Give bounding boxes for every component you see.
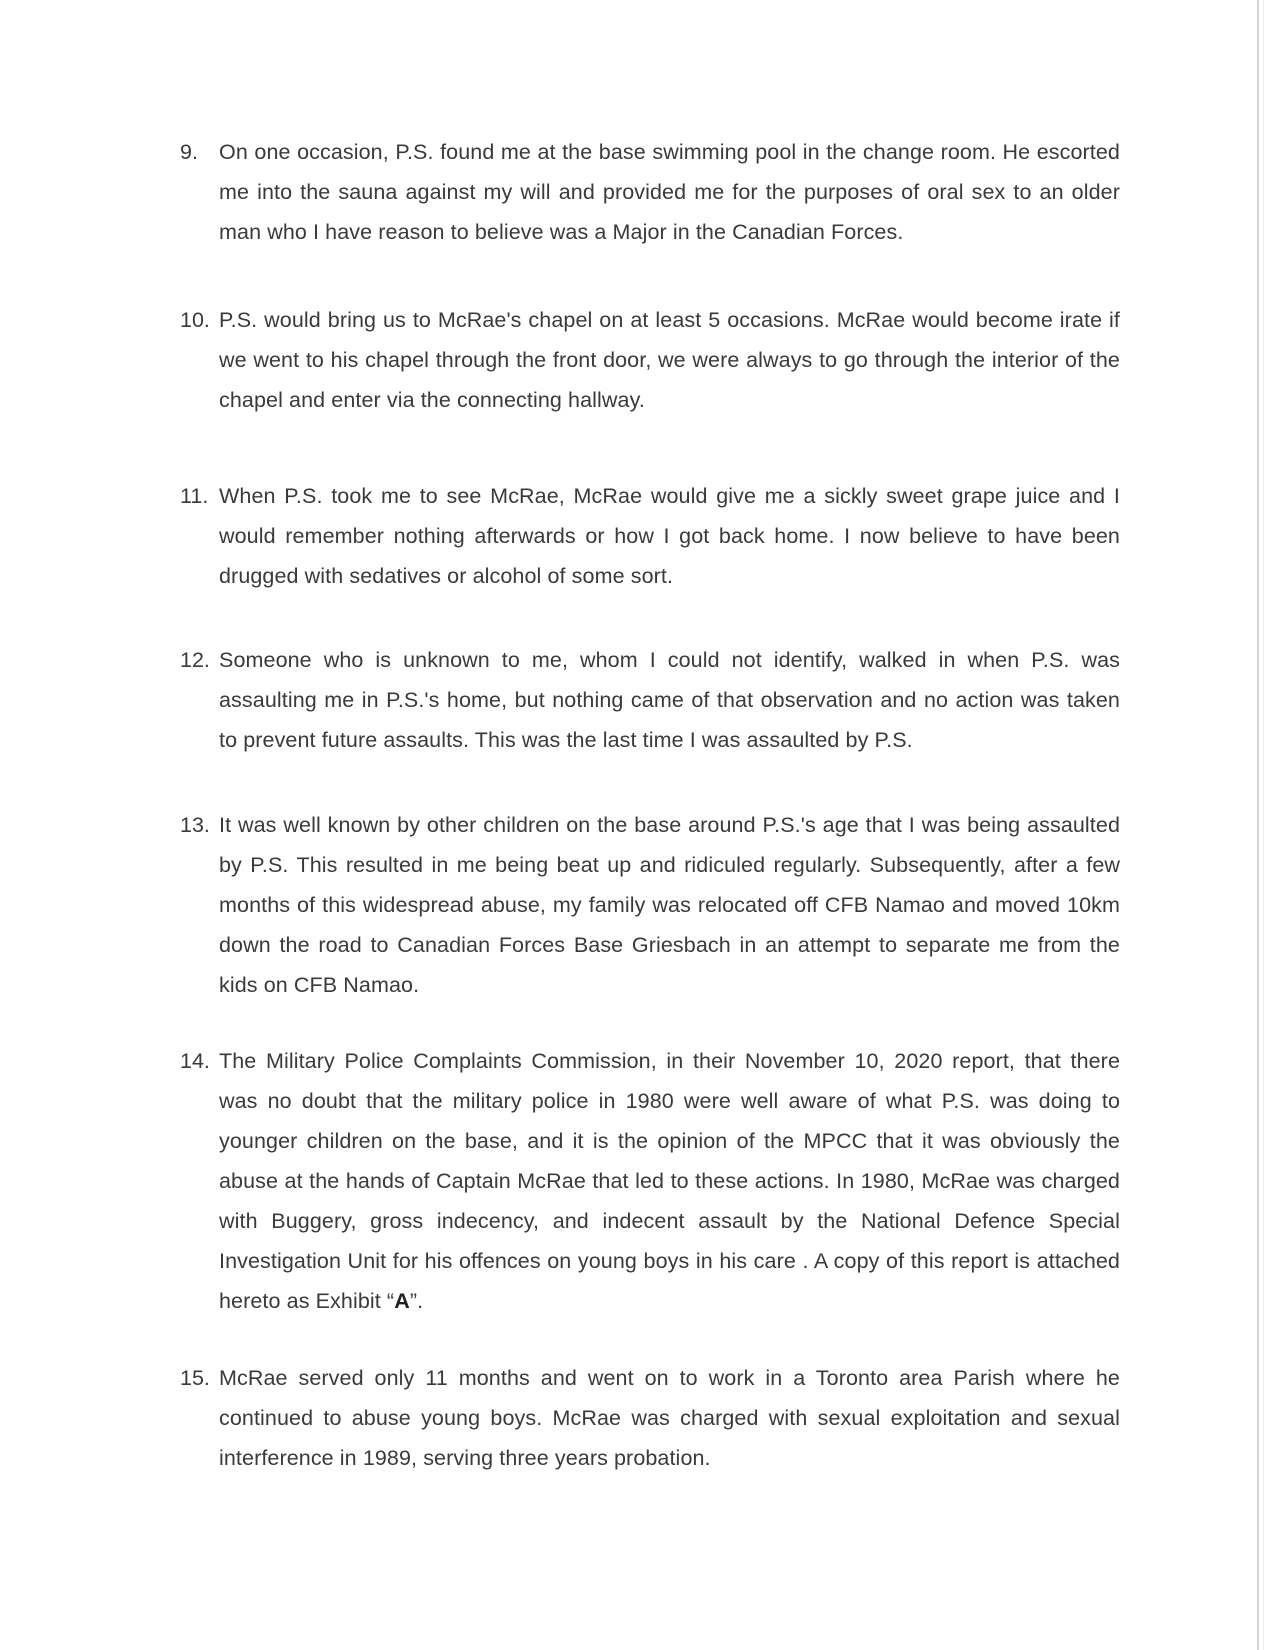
paragraph-number: 10. [180, 308, 210, 332]
paragraph-text: McRae served only 11 months and went on to work in a Toronto area Parish where he continued to abuse young boys. McRae was charged with sexual exploitation and sexual interference in 1989, serving three years probation. [219, 1366, 1120, 1470]
paragraph-number: 9. [180, 140, 198, 164]
paragraph-number: 12. [180, 648, 210, 672]
paragraph-number: 11. [180, 484, 209, 508]
paragraph-text: P.S. would bring us to McRae's chapel on at least 5 occasions. McRae would become irate if we went to his chapel through the front door, we were always to go through the interior of the chapel and enter via the connecting hallway. [219, 308, 1120, 412]
paragraph-text-end: ”. [409, 1289, 424, 1313]
paragraph-number: 14. [180, 1049, 210, 1073]
paragraph-number: 13. [180, 813, 210, 837]
paragraph-12 [180, 640, 1120, 760]
paragraph-text: When P.S. took me to see McRae, McRae would give me a sickly sweet grape juice and I would remember nothing afterwards or how I got back home. I now believe to have been drugged with sedatives or alcohol of some sort. [219, 484, 1120, 588]
paragraph-text: Someone who is unknown to me, whom I could not identify, walked in when P.S. was assaulting me in P.S.'s home, but nothing came of that observation and no action was taken to prevent future assaults. This was the last time I was assaulted by P.S. [219, 648, 1120, 752]
paragraph-text: It was well known by other children on the base around P.S.'s age that I was being assaulted by P.S. This resulted in me being beat up and ridiculed regularly. Subsequently, after a few months of this widespread abuse, my family was relocated off CFB Namao and moved 10km down the road to Canadian Forces Base Griesbach in an attempt to separate me from the kids on CFB Namao. [219, 813, 1120, 997]
exhibit-label: A [394, 1289, 410, 1313]
paragraph-11 [180, 476, 1120, 596]
paragraph-number: 15. [180, 1366, 210, 1390]
paragraph-text: On one occasion, P.S. found me at the base swimming pool in the change room. He escorted me into the sauna against my will and provided me for the purposes of oral sex to an older man who I have reason to believe was a Major in the Canadian Forces. [219, 140, 1120, 244]
paragraph-text-main: The Military Police Complaints Commission, in their November 10, 2020 report, that there was no doubt that the military police in 1980 were well aware of what P.S. was doing to younger children on the base, and it is the opinion of the MPCC that it was obviously the abuse at the hands of Captain McRae that led to these actions. In 1980, McRae was charged with Buggery, gross indecency, and indecent assault by the National Defence Special Investigation Unit for his offences on young boys in his care . A copy of this report is attached hereto as Exhibit “ [219, 1049, 1120, 1313]
page-edge-line [1257, 0, 1259, 1650]
paragraph-text [219, 1041, 1120, 1321]
paragraph-10 [180, 300, 1120, 420]
paragraph-13 [180, 805, 1120, 1005]
paragraph-9 [180, 132, 1120, 252]
paragraph-14 [180, 1041, 1120, 1321]
paragraph-15 [180, 1358, 1120, 1478]
page-edge-line-faint [1263, 0, 1264, 1650]
